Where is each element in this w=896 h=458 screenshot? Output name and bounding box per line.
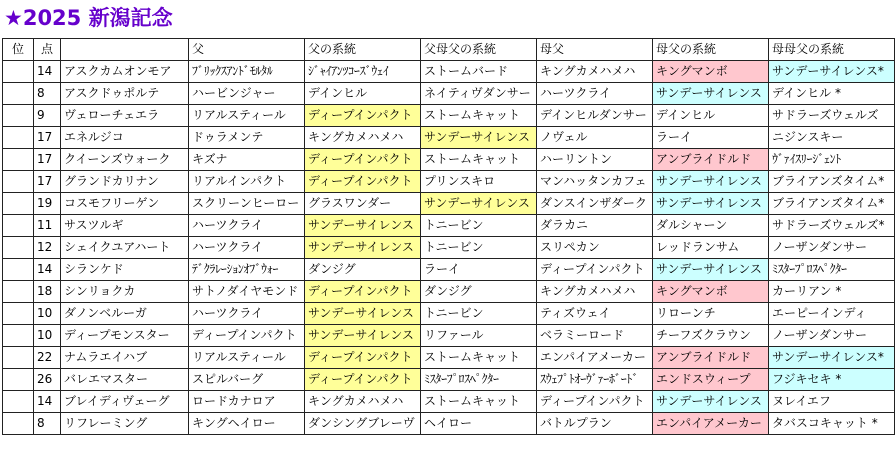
bms-cell: ｽｳｪﾌﾟﾄｵｰｳﾞｧｰﾎﾞｰﾄﾞ: [537, 369, 653, 391]
rank-cell: [3, 281, 34, 303]
table-row: [3, 171, 895, 193]
header-horse: [61, 39, 189, 61]
sire-line-cell: ｼﾞｬｲｱﾝﾂｺｰｽﾞｳｪｲ: [305, 61, 421, 83]
bms-line-cell: キングマンボ: [653, 61, 769, 83]
sire-line-cell: グラスワンダー: [305, 193, 421, 215]
bms-line-cell: エンドスウィープ: [653, 369, 769, 391]
sire-line-cell: ディープインパクト: [305, 347, 421, 369]
header-rank: 位: [3, 39, 34, 61]
sire-cell: ハーツクライ: [189, 215, 305, 237]
rank-cell: [3, 303, 34, 325]
horse-name-cell: エネルジコ: [61, 127, 189, 149]
table-row: [3, 281, 895, 303]
points-cell: 9: [34, 105, 61, 127]
bms-cell: ディープインパクト: [537, 259, 653, 281]
sire-line-cell: キングカメハメハ: [305, 127, 421, 149]
bms-line-cell: エンパイアメーカー: [653, 413, 769, 435]
table-row: [3, 347, 895, 369]
points-cell: 17: [34, 149, 61, 171]
bms-line-cell: リローンチ: [653, 303, 769, 325]
table-row: [3, 83, 895, 105]
sire-cell: キズナ: [189, 149, 305, 171]
table-row: [3, 61, 895, 83]
header-points: 点: [34, 39, 61, 61]
rank-cell: [3, 127, 34, 149]
bmbs-line-cell: サンデーサイレンス*: [769, 61, 895, 83]
table-row: [3, 127, 895, 149]
sire-bms-line-cell: リファール: [421, 325, 537, 347]
sire-bms-line-cell: トニービン: [421, 237, 537, 259]
bms-cell: エンパイアメーカー: [537, 347, 653, 369]
bms-cell: バトルプラン: [537, 413, 653, 435]
sire-cell: スクリーンヒーロー: [189, 193, 305, 215]
header-sire-line: 父の系統: [305, 39, 421, 61]
sire-line-cell: ダンシングブレーヴ: [305, 413, 421, 435]
bms-cell: キングカメハメハ: [537, 281, 653, 303]
table-row: [3, 303, 895, 325]
sire-cell: ディープインパクト: [189, 325, 305, 347]
bms-cell: ダラカニ: [537, 215, 653, 237]
bms-line-cell: ラーイ: [653, 127, 769, 149]
table-row: [3, 193, 895, 215]
sire-line-cell: サンデーサイレンス: [305, 237, 421, 259]
points-cell: 14: [34, 259, 61, 281]
horse-name-cell: シンリョクカ: [61, 281, 189, 303]
sire-bms-line-cell: ストームキャット: [421, 347, 537, 369]
rank-cell: [3, 413, 34, 435]
sire-bms-line-cell: ストームキャット: [421, 105, 537, 127]
header-row: [3, 39, 895, 61]
bms-line-cell: サンデーサイレンス: [653, 83, 769, 105]
bmbs-line-cell: ｳﾞｧｲｽﾘｰｼﾞｪﾝﾄ: [769, 149, 895, 171]
sire-bms-line-cell: ﾐｽﾀｰﾌﾟﾛｽﾍﾟｸﾀｰ: [421, 369, 537, 391]
sire-bms-line-cell: トニービン: [421, 303, 537, 325]
sire-cell: ロードカナロア: [189, 391, 305, 413]
bmbs-line-cell: ブライアンズタイム*: [769, 193, 895, 215]
horse-name-cell: サスツルギ: [61, 215, 189, 237]
table-row: [3, 237, 895, 259]
table-row: [3, 105, 895, 127]
horse-name-cell: シェイクユアハート: [61, 237, 189, 259]
header-sire: 父: [189, 39, 305, 61]
bmbs-line-cell: サンデーサイレンス*: [769, 347, 895, 369]
bmbs-line-cell: タバスコキャット *: [769, 413, 895, 435]
bms-cell: キングカメハメハ: [537, 61, 653, 83]
bms-cell: ハーツクライ: [537, 83, 653, 105]
sire-bms-line-cell: サンデーサイレンス: [421, 193, 537, 215]
points-cell: 22: [34, 347, 61, 369]
table-row: [3, 413, 895, 435]
sire-cell: キングヘイロー: [189, 413, 305, 435]
bms-cell: ダンスインザダーク: [537, 193, 653, 215]
sire-bms-line-cell: トニービン: [421, 215, 537, 237]
page-title: ★2025 新潟記念: [4, 6, 173, 30]
sire-cell: リアルインパクト: [189, 171, 305, 193]
sire-cell: ﾃﾞｸﾗﾚｰｼｮﾝｵﾌﾞｳｫｰ: [189, 259, 305, 281]
bmbs-line-cell: サドラーズウェルズ*: [769, 215, 895, 237]
horse-name-cell: バレエマスター: [61, 369, 189, 391]
bms-cell: デインヒルダンサー: [537, 105, 653, 127]
bmbs-line-cell: カーリアン *: [769, 281, 895, 303]
rank-cell: [3, 369, 34, 391]
bms-cell: ディープインパクト: [537, 391, 653, 413]
rank-cell: [3, 105, 34, 127]
points-cell: 11: [34, 215, 61, 237]
sire-line-cell: ディープインパクト: [305, 149, 421, 171]
rank-cell: [3, 83, 34, 105]
sire-bms-line-cell: ネイティヴダンサー: [421, 83, 537, 105]
pedigree-table: [2, 38, 895, 435]
bms-line-cell: チーフズクラウン: [653, 325, 769, 347]
points-cell: 19: [34, 193, 61, 215]
sire-line-cell: ディープインパクト: [305, 281, 421, 303]
sire-bms-line-cell: ラーイ: [421, 259, 537, 281]
sire-line-cell: ディープインパクト: [305, 171, 421, 193]
sire-bms-line-cell: ダンジグ: [421, 281, 537, 303]
sire-bms-line-cell: ヘイロー: [421, 413, 537, 435]
bmbs-line-cell: フジキセキ *: [769, 369, 895, 391]
bmbs-line-cell: ノーザンダンサー: [769, 325, 895, 347]
rank-cell: [3, 391, 34, 413]
sire-line-cell: サンデーサイレンス: [305, 325, 421, 347]
points-cell: 17: [34, 127, 61, 149]
bmbs-line-cell: ヌレイエフ: [769, 391, 895, 413]
bmbs-line-cell: ニジンスキー: [769, 127, 895, 149]
bms-cell: ハーリントン: [537, 149, 653, 171]
horse-name-cell: アスクドゥポルテ: [61, 83, 189, 105]
points-cell: 10: [34, 303, 61, 325]
bmbs-line-cell: ノーザンダンサー: [769, 237, 895, 259]
horse-name-cell: リフレーミング: [61, 413, 189, 435]
sire-cell: リアルスティール: [189, 347, 305, 369]
table-row: [3, 259, 895, 281]
table-row: [3, 369, 895, 391]
sire-line-cell: ディープインパクト: [305, 369, 421, 391]
horse-name-cell: ナムラエイハブ: [61, 347, 189, 369]
sire-line-cell: デインヒル: [305, 83, 421, 105]
sire-bms-line-cell: サンデーサイレンス: [421, 127, 537, 149]
header-sire-bms-line: 父母父の系統: [421, 39, 537, 61]
rank-cell: [3, 149, 34, 171]
points-cell: 8: [34, 413, 61, 435]
rank-cell: [3, 237, 34, 259]
rank-cell: [3, 215, 34, 237]
points-cell: 17: [34, 171, 61, 193]
bms-cell: マンハッタンカフェ: [537, 171, 653, 193]
points-cell: 14: [34, 61, 61, 83]
sire-cell: スピルバーグ: [189, 369, 305, 391]
sire-line-cell: ディープインパクト: [305, 105, 421, 127]
bms-line-cell: キングマンボ: [653, 281, 769, 303]
bms-cell: スリペカン: [537, 237, 653, 259]
points-cell: 12: [34, 237, 61, 259]
table-row: [3, 391, 895, 413]
bms-cell: ティズウェイ: [537, 303, 653, 325]
bms-line-cell: アンブライドルド: [653, 347, 769, 369]
table-row: [3, 215, 895, 237]
bms-line-cell: サンデーサイレンス: [653, 259, 769, 281]
rank-cell: [3, 171, 34, 193]
bms-cell: ベラミーロード: [537, 325, 653, 347]
header-bms-line: 母父の系統: [653, 39, 769, 61]
points-cell: 14: [34, 391, 61, 413]
sire-cell: サトノダイヤモンド: [189, 281, 305, 303]
bms-line-cell: サンデーサイレンス: [653, 171, 769, 193]
sire-bms-line-cell: ストームバード: [421, 61, 537, 83]
table-row: [3, 149, 895, 171]
horse-name-cell: コスモフリーゲン: [61, 193, 189, 215]
bmbs-line-cell: ブライアンズタイム*: [769, 171, 895, 193]
bms-line-cell: アンブライドルド: [653, 149, 769, 171]
rank-cell: [3, 347, 34, 369]
sire-line-cell: サンデーサイレンス: [305, 215, 421, 237]
horse-name-cell: ディープモンスター: [61, 325, 189, 347]
bms-cell: ノヴェル: [537, 127, 653, 149]
header-bmbs-line: 母母父の系統: [769, 39, 895, 61]
points-cell: 18: [34, 281, 61, 303]
table-row: [3, 325, 895, 347]
sire-cell: リアルスティール: [189, 105, 305, 127]
sire-bms-line-cell: ストームキャット: [421, 149, 537, 171]
rank-cell: [3, 61, 34, 83]
bmbs-line-cell: サドラーズウェルズ: [769, 105, 895, 127]
sire-line-cell: ダンジグ: [305, 259, 421, 281]
bmbs-line-cell: エーピーインディ: [769, 303, 895, 325]
points-cell: 10: [34, 325, 61, 347]
bms-line-cell: サンデーサイレンス: [653, 391, 769, 413]
bmbs-line-cell: ﾐｽﾀｰﾌﾟﾛｽﾍﾟｸﾀｰ: [769, 259, 895, 281]
rank-cell: [3, 259, 34, 281]
sire-cell: ハーツクライ: [189, 237, 305, 259]
bms-line-cell: レッドランサム: [653, 237, 769, 259]
sire-line-cell: キングカメハメハ: [305, 391, 421, 413]
horse-name-cell: クイーンズウォーク: [61, 149, 189, 171]
horse-name-cell: ヴェローチェエラ: [61, 105, 189, 127]
bms-line-cell: ダルシャーン: [653, 215, 769, 237]
sire-cell: ﾌﾞﾘｯｸｽｱﾝﾄﾞﾓﾙﾀﾙ: [189, 61, 305, 83]
horse-name-cell: グランドカリナン: [61, 171, 189, 193]
bms-line-cell: サンデーサイレンス: [653, 193, 769, 215]
horse-name-cell: アスクカムオンモア: [61, 61, 189, 83]
rank-cell: [3, 193, 34, 215]
horse-name-cell: シランケド: [61, 259, 189, 281]
sire-bms-line-cell: ストームキャット: [421, 391, 537, 413]
bms-line-cell: デインヒル: [653, 105, 769, 127]
sire-cell: ドゥラメンテ: [189, 127, 305, 149]
sire-line-cell: サンデーサイレンス: [305, 303, 421, 325]
horse-name-cell: ブレイディヴェーグ: [61, 391, 189, 413]
horse-name-cell: ダノンベルーガ: [61, 303, 189, 325]
sire-cell: ハービンジャー: [189, 83, 305, 105]
header-bms: 母父: [537, 39, 653, 61]
rank-cell: [3, 325, 34, 347]
points-cell: 26: [34, 369, 61, 391]
sire-bms-line-cell: プリンスキロ: [421, 171, 537, 193]
bmbs-line-cell: デインヒル *: [769, 83, 895, 105]
points-cell: 8: [34, 83, 61, 105]
sire-cell: ハーツクライ: [189, 303, 305, 325]
